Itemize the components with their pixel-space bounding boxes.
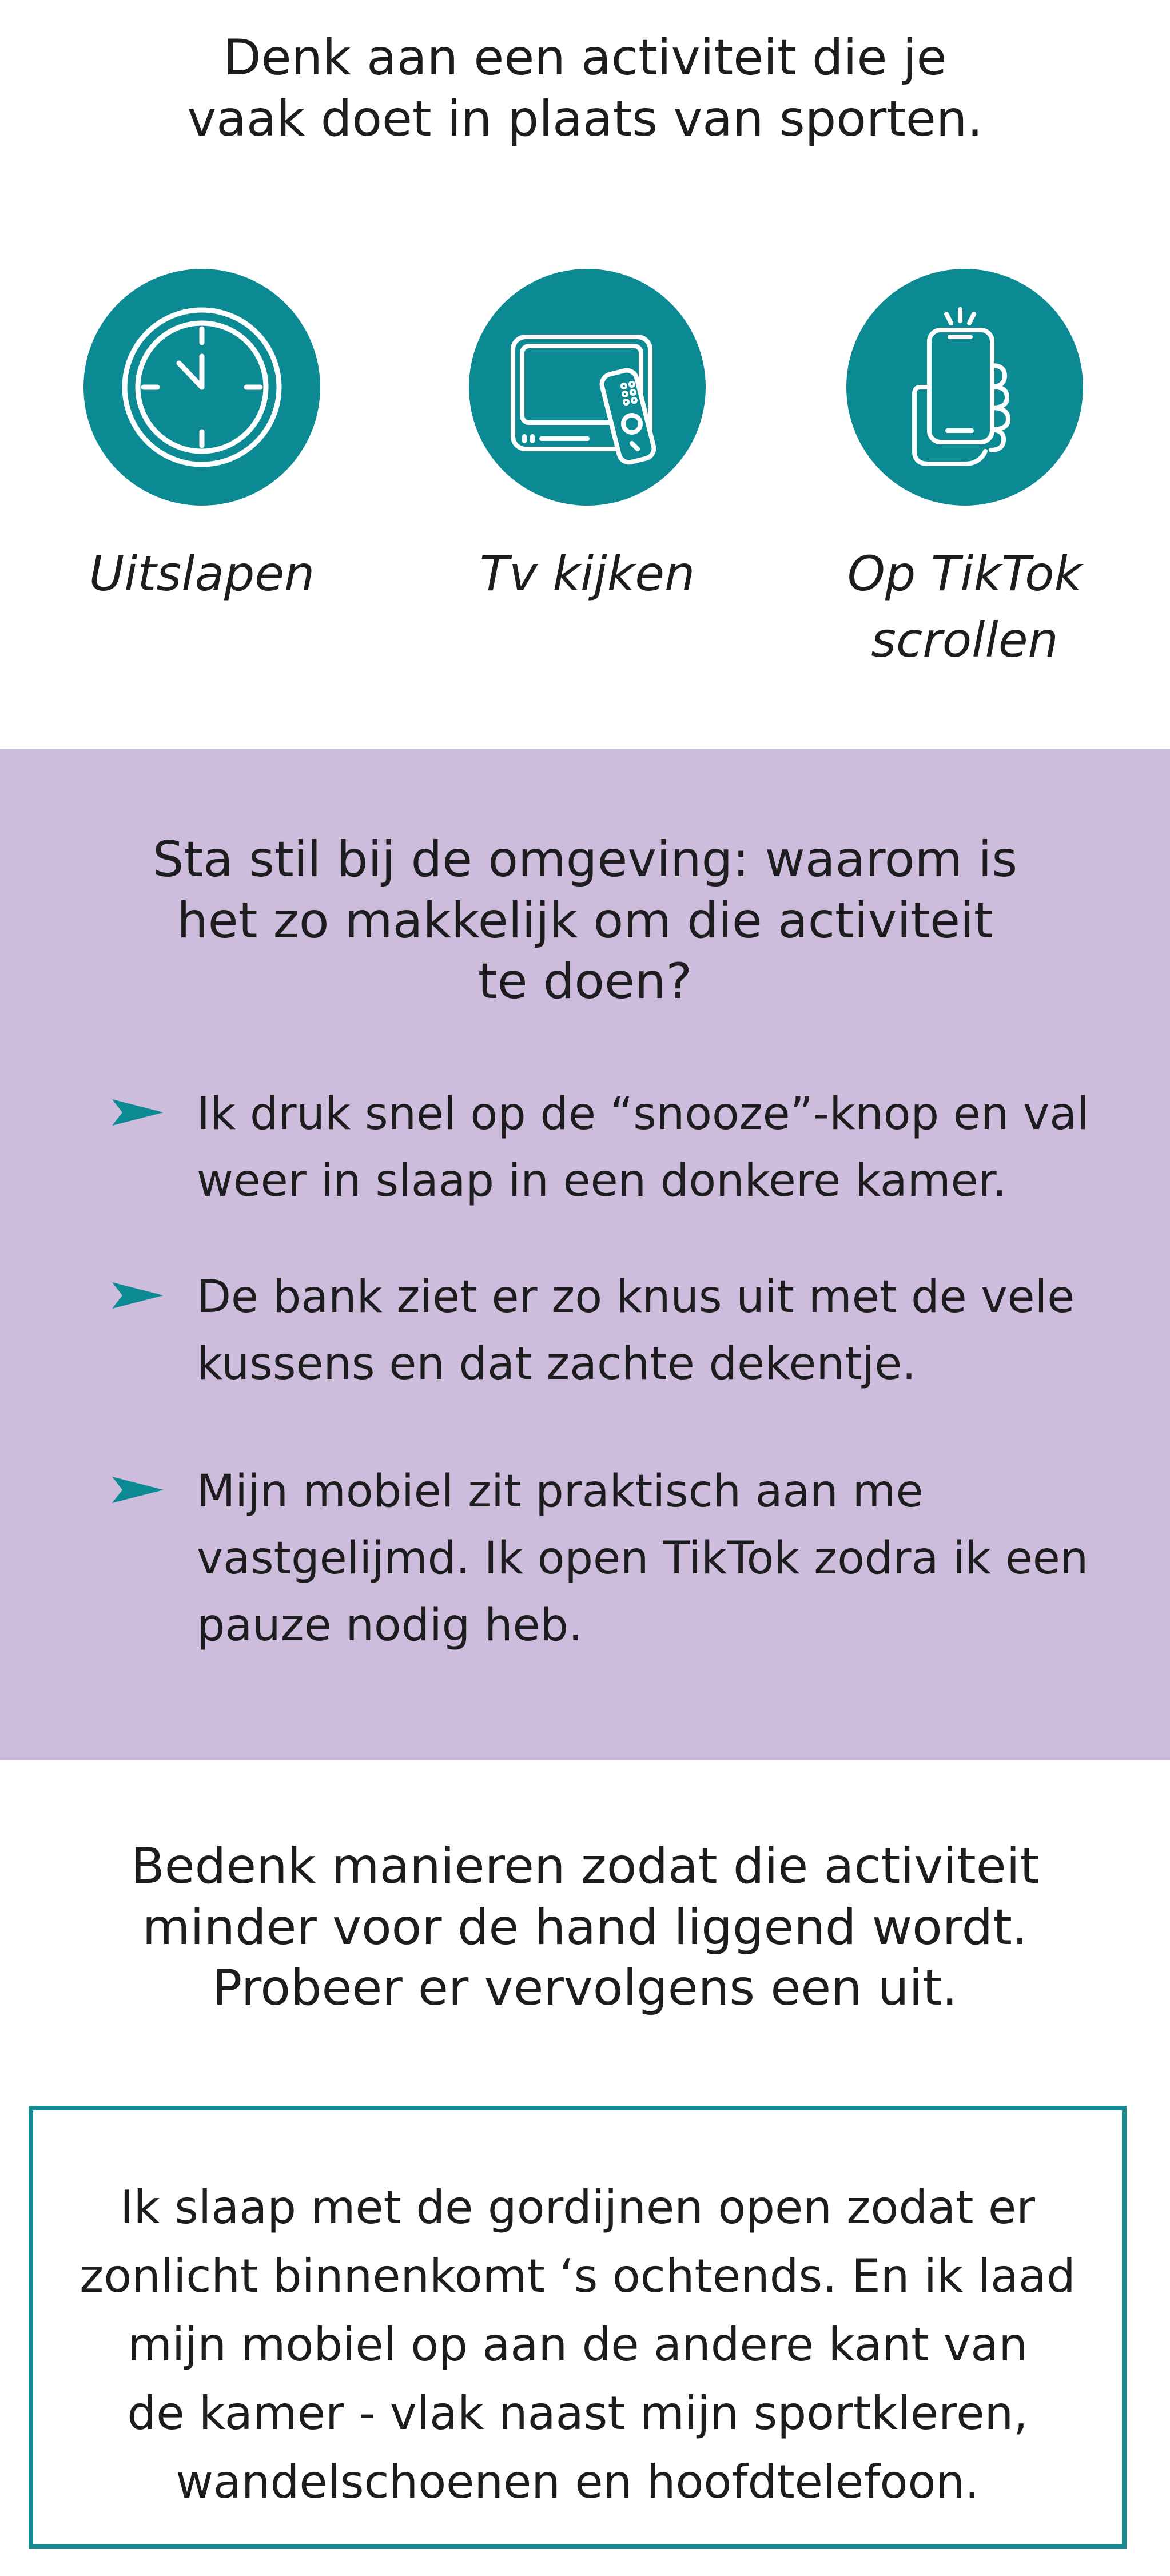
bottom-heading-line-3: Probeer er vervolgens een uit. bbox=[212, 1959, 958, 2017]
tv-remote-icon bbox=[502, 301, 673, 473]
activity-tiktok-scrolling bbox=[816, 269, 1113, 674]
answer-text-line-2: zonlicht binnenkomt ‘s ochtends. En ik laad bbox=[79, 2249, 1076, 2303]
bottom-heading-line-1: Bedenk manieren zodat die activiteit bbox=[130, 1838, 1040, 1895]
bullet-text-line-1: Ik druk snel op de “snooze”-knop en val bbox=[197, 1088, 1089, 1140]
bullet-text-line-1: Mijn mobiel zit praktisch aan me bbox=[197, 1466, 924, 1517]
bottom-heading-line-2: minder voor de hand liggend wordt. bbox=[142, 1898, 1028, 1956]
phone-in-hand-icon bbox=[879, 301, 1050, 473]
answer-text-line-5: wandelschoenen en hoofdtelefoon. bbox=[176, 2455, 980, 2509]
activity-label-line-1: Tv kijken bbox=[479, 546, 695, 602]
clock-icon bbox=[116, 301, 288, 473]
arrow-bullet-icon bbox=[112, 1477, 164, 1503]
activity-label-line-2: scrollen bbox=[871, 611, 1058, 668]
bullet-text-line-3: pauze nodig heb. bbox=[197, 1600, 583, 1651]
answer-text-line-1: Ik slaap met de gordijnen open zodat er bbox=[120, 2181, 1036, 2234]
answer-box bbox=[29, 2106, 1127, 2549]
activity-label bbox=[816, 541, 1113, 674]
bullet-text-line-2: vastgelijmd. Ik open TikTok zodra ik een bbox=[197, 1533, 1089, 1584]
answer-text-line-3: mijn mobiel op aan de andere kant van bbox=[127, 2318, 1028, 2371]
answer-text-line-4: de kamer - vlak naast mijn sportkleren, bbox=[127, 2387, 1028, 2440]
activity-icon-circle bbox=[846, 269, 1083, 506]
activity-label bbox=[53, 541, 351, 607]
bullet-text-line-1: De bank ziet er zo knus uit met de vele bbox=[197, 1271, 1075, 1323]
activities-row bbox=[0, 269, 1170, 668]
environment-heading-line-3: te doen? bbox=[477, 953, 693, 1011]
activity-label-line-1: Uitslapen bbox=[89, 546, 315, 602]
activity-label bbox=[439, 541, 736, 607]
activity-icon-circle bbox=[83, 269, 320, 506]
top-heading bbox=[0, 27, 1170, 149]
answer-text bbox=[33, 2173, 1122, 2517]
activity-icon-circle bbox=[469, 269, 706, 506]
environment-heading-line-1: Sta stil bij de omgeving: waarom is bbox=[152, 831, 1018, 888]
bottom-heading bbox=[0, 1836, 1170, 2019]
bullet-text-line-2: kussens en dat zachte dekentje. bbox=[197, 1338, 917, 1390]
arrow-bullet-icon bbox=[112, 1099, 164, 1126]
bullet-text-line-2: weer in slaap in een donkere kamer. bbox=[197, 1155, 1007, 1207]
activity-watch-tv bbox=[439, 269, 736, 607]
activity-sleep-in bbox=[53, 269, 351, 607]
bullet-text bbox=[197, 1081, 1123, 1215]
bullet-text bbox=[197, 1264, 1123, 1398]
bullet-text bbox=[197, 1458, 1123, 1659]
top-heading-line-1: Denk aan een activiteit die je bbox=[223, 29, 947, 86]
top-heading-line-2: vaak doet in plaats van sporten. bbox=[187, 90, 983, 148]
activity-label-line-1: Op TikTok bbox=[847, 546, 1083, 602]
arrow-bullet-icon bbox=[112, 1282, 164, 1309]
environment-heading bbox=[0, 829, 1170, 1012]
environment-heading-line-2: het zo makkelijk om die activiteit bbox=[177, 892, 993, 949]
